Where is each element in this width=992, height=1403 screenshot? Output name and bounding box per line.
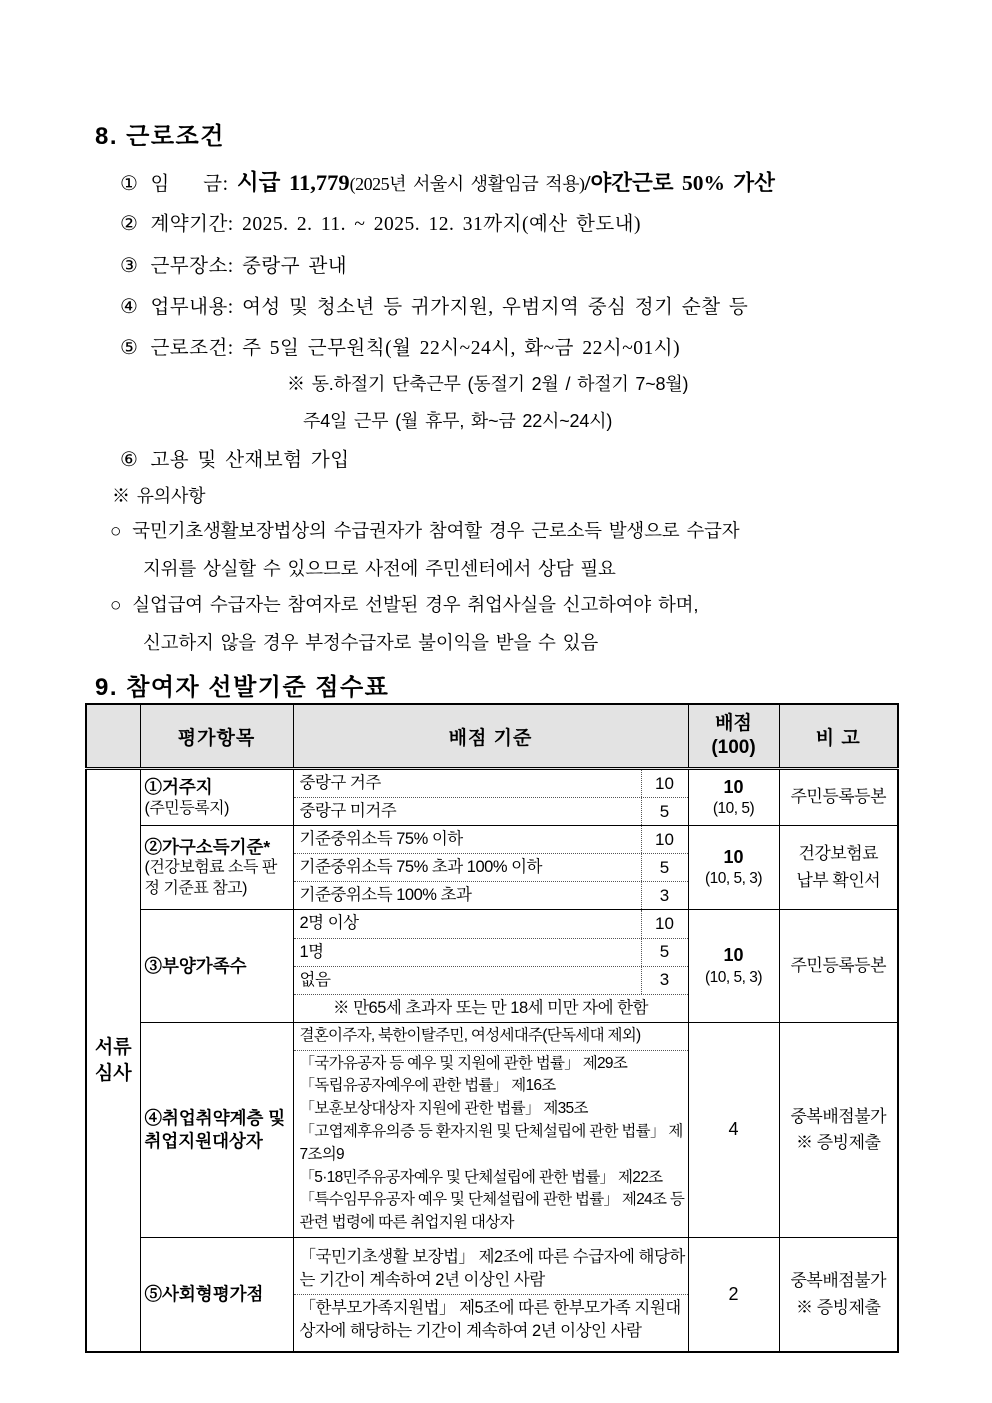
section9-heading-text: 참여자 선발기준 점수표 <box>126 674 389 705</box>
eval-item-title: ⑤사회형평가점 <box>144 1284 264 1305</box>
criteria-subrow <box>294 797 688 825</box>
header-empty-cell <box>86 704 140 769</box>
criteria-text <box>294 1295 688 1345</box>
item6-number: ⑥ <box>120 449 139 471</box>
points-cell <box>688 769 779 826</box>
remarks-line: ※ 증빙제출 <box>796 1132 881 1152</box>
remarks-line: 주민등록등본 <box>790 955 887 975</box>
criteria-subrow <box>294 966 688 994</box>
criteria-cell <box>293 1022 688 1237</box>
criteria-line: 기준중위소득 75% 초과 100% 이하 <box>299 858 542 877</box>
caution-item-1 <box>110 517 739 581</box>
table-row <box>86 1237 898 1352</box>
section9-heading-number: 9. <box>95 674 127 701</box>
criteria-text <box>294 939 641 966</box>
criteria-text <box>294 770 641 797</box>
insurance-line <box>120 444 350 472</box>
criteria-score: 5 <box>641 798 688 825</box>
criteria-subrow <box>294 826 688 853</box>
eval-item-cell <box>140 910 293 1022</box>
work-condition-line <box>120 332 680 360</box>
section9-heading <box>95 667 389 702</box>
criteria-subrow <box>294 938 688 966</box>
criteria-text <box>294 854 641 881</box>
points-cell <box>688 910 779 1022</box>
criteria-text <box>294 1244 688 1294</box>
criteria-line: ※ 만65세 초과자 또는 만 18세 미만 자에 한함 <box>333 998 648 1017</box>
criteria-cell <box>293 1237 688 1352</box>
criteria-line: 중랑구 거주 <box>299 774 381 792</box>
header-points: 배점 (100) <box>688 704 779 769</box>
eval-item-title: ②가구소득기준* <box>144 836 271 857</box>
criteria-cell <box>293 826 688 910</box>
item5-number: ⑤ <box>120 337 139 359</box>
item4-number: ④ <box>120 296 139 318</box>
eval-item-cell <box>140 1022 293 1237</box>
criteria-line: 기준중위소득 100% 초과 <box>299 886 472 905</box>
criteria-line: 「국가유공자 등 예우 및 지원에 관한 법률」 제29조 <box>299 1054 628 1072</box>
criteria-text <box>294 1023 688 1050</box>
table-row <box>86 910 898 1022</box>
item2-number: ② <box>120 213 139 235</box>
criteria-line: 「5·18민주유공자예우 및 단체설립에 관한 법률」 제22조 <box>299 1168 663 1186</box>
header-remarks: 비 고 <box>779 704 898 769</box>
eval-item-cell <box>140 769 293 826</box>
work-place-line <box>120 250 347 278</box>
criteria-line: 2명 이상 <box>299 914 359 933</box>
wage-note: (2025년 서울시 생활임금 적용) <box>349 174 585 194</box>
points-cell <box>688 826 779 910</box>
criteria-line: 「독립유공자예우에 관한 법률」 제16조 <box>299 1077 556 1095</box>
caution2-line1: 실업급여 수급자는 참여자로 선발된 경우 취업사실을 신고하여야 하며, <box>132 594 699 615</box>
wage-label: 임 금: <box>150 174 237 195</box>
criteria-score: 3 <box>641 967 688 994</box>
criteria-line: 1명 <box>299 942 324 961</box>
section8-heading-text: 8. 근로조건 <box>95 123 225 150</box>
criteria-score: 10 <box>641 826 688 853</box>
remarks-cell <box>779 1237 898 1352</box>
criteria-text <box>294 882 641 909</box>
criteria-score: 5 <box>641 939 688 966</box>
eval-item-cell <box>140 826 293 910</box>
criteria-line: 「고엽제후유의증 등 환자지원 및 단체설립에 관한 법률」 제7조의9 <box>299 1122 683 1163</box>
header-score-criteria: 배점 기준 <box>293 704 688 769</box>
criteria-line: 결혼이주자, 북한이탈주민, 여성세대주(단독세대 제외) <box>299 1026 641 1044</box>
points-sub: (10, 5, 3) <box>704 968 763 986</box>
criteria-subrow <box>294 881 688 909</box>
contract-period-line <box>120 208 641 236</box>
criteria-subrow <box>294 1023 688 1050</box>
group-label-line: 심사 <box>94 1062 132 1084</box>
points-sub: (10, 5) <box>712 800 755 818</box>
circle-bullet-icon: ○ <box>110 521 122 542</box>
group-label-cell <box>86 769 140 1353</box>
criteria-line: 「특수임무유공자 예우 및 단체설립에 관한 법률」 제24조 등 <box>299 1191 685 1209</box>
criteria-subrow <box>294 994 688 1022</box>
remarks-line: 중복배점불가 <box>790 1271 887 1291</box>
table-row <box>86 1022 898 1237</box>
wage-bonus: /야간근로 50% 가산 <box>584 171 775 195</box>
points-main: 10 <box>723 847 744 868</box>
remarks-line: 건강보험료 <box>798 844 879 864</box>
remarks-cell <box>779 769 898 826</box>
group-label-line: 서류 <box>94 1037 132 1059</box>
score-table <box>85 703 899 1353</box>
work-duty-line <box>120 291 748 319</box>
eval-item-title: ③부양가족수 <box>144 955 247 976</box>
points-main: 2 <box>728 1283 739 1304</box>
criteria-text <box>294 967 641 994</box>
section8-heading <box>95 116 225 151</box>
remarks-line: 주민등록등본 <box>790 787 887 807</box>
criteria-subrow <box>294 1294 688 1345</box>
remarks-line: ※ 증빙제출 <box>796 1297 881 1317</box>
season-note-line1: ※ 동.하절기 단축근무 (동절기 2월 / 하절기 7~8월) <box>287 374 689 394</box>
header-eval-item: 평가항목 <box>140 704 293 769</box>
insurance-text: 고용 및 산재보험 가입 <box>150 450 350 471</box>
criteria-text <box>294 995 688 1022</box>
remarks-line: 납부 확인서 <box>796 870 881 890</box>
remarks-line: 중복배점불가 <box>790 1106 887 1126</box>
criteria-line: 「국민기초생활 보장법」 제2조에 따른 수급자에 해당하는 기간이 계속하여 2년 이상인 사람 <box>299 1247 685 1290</box>
caution2-line2: 신고하지 않을 경우 부정수급자로 불이익을 받을 수 있음 <box>143 632 599 653</box>
criteria-cell <box>293 910 688 1022</box>
table-header-row <box>86 704 898 769</box>
wage-line <box>120 165 775 197</box>
criteria-line: 중랑구 미거주 <box>299 802 397 821</box>
remarks-cell <box>779 1022 898 1237</box>
criteria-line: 관련 법령에 따른 취업지원 대상자 <box>299 1214 514 1232</box>
eval-item-cell <box>140 1237 293 1352</box>
criteria-subrow <box>294 910 688 937</box>
criteria-subrow <box>294 1050 688 1237</box>
criteria-score: 5 <box>641 854 688 881</box>
criteria-text <box>294 910 641 937</box>
item1-number: ① <box>120 173 139 195</box>
eval-item-subtitle: (주민등록지) <box>144 799 229 817</box>
points-cell <box>688 1022 779 1237</box>
criteria-text <box>294 826 641 853</box>
criteria-score: 10 <box>641 910 688 937</box>
criteria-score: 10 <box>641 770 688 797</box>
criteria-text <box>294 798 641 825</box>
table-row <box>86 826 898 910</box>
caution1-line1: 국민기초생활보장법상의 수급권자가 참여할 경우 근로소득 발생으로 수급자 <box>132 520 740 541</box>
wage-amount: 시급 11,779 <box>236 170 350 195</box>
remarks-cell <box>779 826 898 910</box>
remarks-cell <box>779 910 898 1022</box>
score-table-body <box>86 769 898 1353</box>
eval-item-subtitle: (건강보험료 소득 판정 기준표 참고) <box>144 859 277 898</box>
criteria-cell <box>293 769 688 826</box>
points-cell <box>688 1237 779 1352</box>
circle-bullet-icon: ○ <box>110 595 122 616</box>
work-condition-text: 근로조건: 주 5일 근무원칙(월 22시~24시, 화~금 22시~01시) <box>150 338 681 359</box>
criteria-line: 기준중위소득 75% 이하 <box>299 830 463 849</box>
eval-item-title: ①거주지 <box>144 776 213 797</box>
points-main: 4 <box>728 1119 739 1140</box>
criteria-subrow <box>294 853 688 881</box>
work-duty-text: 업무내용: 여성 및 청소년 등 귀가지원, 우범지역 중심 정기 순찰 등 <box>150 297 749 318</box>
points-sub: (10, 5, 3) <box>704 870 763 888</box>
item3-number: ③ <box>120 255 139 277</box>
table-row <box>86 769 898 826</box>
work-place-text: 근무장소: 중랑구 관내 <box>150 256 348 277</box>
season-note-line2: 주4일 근무 (월 휴무, 화~금 22시~24시) <box>303 411 613 431</box>
criteria-line: 「보훈보상대상자 지원에 관한 법률」 제35조 <box>299 1100 588 1118</box>
criteria-subrow <box>294 770 688 797</box>
caution-heading: ※ 유의사항 <box>112 486 206 506</box>
criteria-line: 없음 <box>299 970 331 989</box>
criteria-score: 3 <box>641 882 688 909</box>
points-main: 10 <box>723 776 744 797</box>
caution1-line2: 지위를 상실할 수 있으므로 사전에 주민센터에서 상담 필요 <box>143 558 616 579</box>
criteria-line: 「한부모가족지원법」 제5조에 따른 한부모가족 지원대상자에 해당하는 기간이 계속하여 2년 이상인 사람 <box>299 1299 681 1341</box>
points-main: 10 <box>723 945 744 966</box>
eval-item-title: ④취업취약계층 및 취업지원대상자 <box>144 1108 286 1151</box>
caution-item-2 <box>110 591 698 655</box>
criteria-subrow <box>294 1244 688 1294</box>
contract-period-text: 계약기간: 2025. 2. 11. ~ 2025. 12. 31까지(예산 한도내) <box>150 214 642 235</box>
criteria-text <box>294 1051 688 1237</box>
